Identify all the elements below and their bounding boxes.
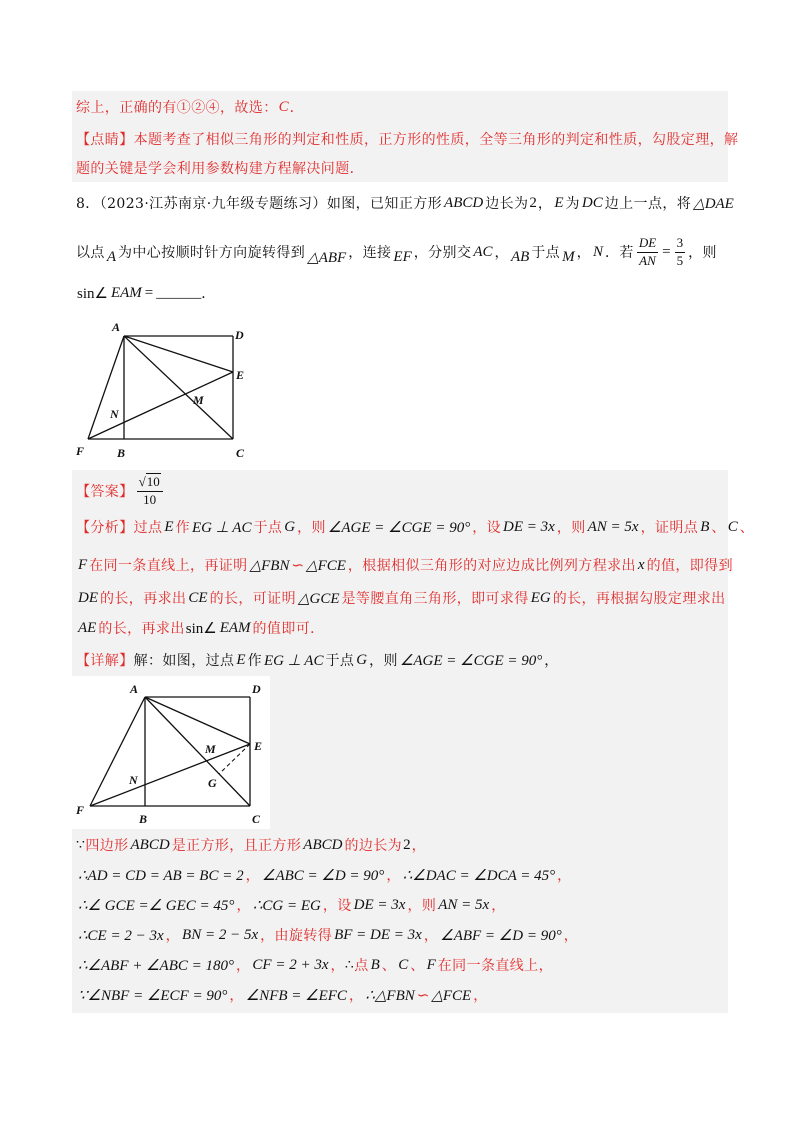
radicand: 10 xyxy=(146,473,160,489)
text-run: 以点 xyxy=(76,245,105,261)
math-expression: AN = 5x xyxy=(438,896,490,913)
math-expression: DE = 3x xyxy=(503,518,555,535)
solution-figure xyxy=(72,676,270,829)
detail-line-5 xyxy=(76,953,724,977)
text-run: 【详解】 xyxy=(76,653,134,669)
point-label-n: N xyxy=(129,773,138,787)
math-expression: △GCE xyxy=(297,590,340,607)
math-expression: △ABF xyxy=(307,249,347,266)
math-expression: B xyxy=(700,518,710,535)
math-expression: EG ⊥ AC xyxy=(264,652,324,669)
text-run: 、 xyxy=(739,520,755,536)
fraction-denominator: 10 xyxy=(143,491,157,507)
summary-conclusion-line xyxy=(76,95,724,119)
math-expression: AC xyxy=(473,243,493,260)
math-expression: △FBN xyxy=(249,557,290,574)
point-label-e: E xyxy=(236,368,245,382)
math-expression: △FCE xyxy=(431,987,472,1004)
fraction-denominator: AN xyxy=(639,252,656,268)
point-label-n: N xyxy=(110,407,119,421)
text-run: 的边长为 xyxy=(344,838,403,854)
text-run: ．若 xyxy=(605,245,634,261)
detail-line-6 xyxy=(76,983,724,1007)
text-run: 作 xyxy=(247,653,262,669)
point-label-c: C xyxy=(236,446,245,460)
math-expression: G xyxy=(284,518,296,535)
segment-fe xyxy=(88,372,233,439)
math-expression: ∠AGE = ∠CGE = 90° xyxy=(399,652,543,669)
math-expression: EAM xyxy=(110,284,142,301)
text-run: ， xyxy=(245,868,260,884)
text-run: ， xyxy=(473,988,488,1004)
text-run: ， xyxy=(557,868,572,884)
text-run: ， xyxy=(576,245,591,261)
question-8-line-1 xyxy=(76,191,734,215)
math-expression: DC xyxy=(581,194,603,211)
math-expression: B xyxy=(370,956,380,973)
text-run: 点 xyxy=(354,958,369,974)
text-run: 的长，可证明 xyxy=(209,591,296,607)
text-run: ，分别交 xyxy=(413,245,472,261)
point-label-e: E xyxy=(254,739,263,753)
fraction xyxy=(675,236,686,269)
text-run: ∴ xyxy=(344,957,355,973)
text-run: 为中心按顺时针方向旋转得到 xyxy=(117,245,306,261)
math-expression: ABCD xyxy=(130,836,170,853)
fraction-numerator: 3 xyxy=(675,236,686,253)
text-run: ， xyxy=(544,653,559,669)
text-run: ，设 xyxy=(472,520,502,536)
text-run: ，则 xyxy=(556,520,586,536)
point-label-b: B xyxy=(117,446,126,460)
math-expression: M xyxy=(562,248,575,265)
text-run: 边上一点，将 xyxy=(604,196,692,212)
text-run: 四边形 xyxy=(85,838,129,854)
text-run: 题的关键是学会利用参数构建方程解决问题． xyxy=(76,161,364,177)
analysis-line-4 xyxy=(76,616,724,640)
math-symbol: = xyxy=(662,243,671,260)
detail-line-2 xyxy=(76,863,724,887)
math-expression: DE = 3x xyxy=(353,896,406,913)
math-expression: ∠ABF = ∠D = 90° xyxy=(440,927,562,944)
point-label-m: M xyxy=(193,393,204,407)
text-run: 边长为 xyxy=(485,196,529,212)
math-expression: N xyxy=(592,243,603,260)
text-run: 的值即可． xyxy=(252,621,325,637)
text-run: ， xyxy=(330,958,345,974)
math-expression: C xyxy=(278,98,289,115)
text-run: ， xyxy=(491,898,506,914)
math-expression: G xyxy=(356,651,368,668)
text-run: 综上，正确的有①②④，故选： xyxy=(76,100,278,116)
analysis-line-2 xyxy=(76,553,733,577)
text-run: ， xyxy=(563,928,579,944)
math-expression: ∠AGE = ∠CGE = 90° xyxy=(327,519,471,536)
segment-af xyxy=(88,336,124,439)
math-symbol: sin∠ xyxy=(185,620,217,637)
math-symbol: 2 xyxy=(403,836,411,853)
math-expression: x xyxy=(637,556,645,573)
text-run: ， xyxy=(348,988,364,1004)
text-run: 作 xyxy=(175,520,190,536)
text-run: 【答案】 xyxy=(76,484,134,500)
similar-symbol: ∽ xyxy=(291,557,305,574)
text-run: 为 xyxy=(565,196,580,212)
point-label-f: F xyxy=(76,444,85,458)
text-run: 在同一条直线上，再证明 xyxy=(89,558,248,574)
segment-ae xyxy=(124,336,233,372)
point-label-a: A xyxy=(112,320,121,334)
math-expression: AN = 5x xyxy=(587,518,639,535)
comment-line-2 xyxy=(76,156,724,180)
text-run: 于点 xyxy=(325,653,355,669)
math-expression: ∴CE = 2 − 3x xyxy=(78,927,164,944)
text-run: ， xyxy=(411,838,426,854)
text-run: ，则 xyxy=(688,245,717,261)
text-run: 是等腰直角三角形，即可求得 xyxy=(341,591,529,607)
math-expression: ∴∠ABF + ∠ABC = 180° xyxy=(78,957,234,974)
text-run: ，根据相似三角形的对应边成比例列方程求出 xyxy=(347,558,636,574)
segment-ac xyxy=(124,336,233,439)
detail-line-3 xyxy=(76,893,724,917)
text-run: 、 xyxy=(410,958,425,974)
text-run: ，连接 xyxy=(348,245,392,261)
text-run: ． xyxy=(289,100,305,116)
math-expression: AB xyxy=(510,248,530,265)
math-expression: E xyxy=(236,651,246,668)
math-expression: ∴CG = EG xyxy=(252,897,321,914)
text-run: ，则 xyxy=(407,898,437,914)
text-run: 于点 xyxy=(531,245,561,261)
point-label-a: A xyxy=(130,682,139,696)
math-symbol: = xyxy=(144,284,154,301)
detail-line-1 xyxy=(76,833,724,857)
math-symbol: sin∠ xyxy=(77,285,108,302)
text-run: 解：如图，过点 xyxy=(133,653,235,669)
math-expression: EG ⊥ AC xyxy=(191,519,252,536)
math-expression: EAM xyxy=(219,619,251,636)
text-run: ， xyxy=(236,958,251,974)
text-run: 、 xyxy=(711,520,726,536)
text-run: 【点睛】本题考查了相似三角形的判定和性质，正方形的性质，全等三角形的判定和性质，勾股定理，解 xyxy=(76,132,739,148)
text-run: 的长，再根据勾股定理求出 xyxy=(552,591,726,607)
point-label-c: C xyxy=(252,812,261,826)
text-run: 于点 xyxy=(253,520,283,536)
fraction-numerator: DE xyxy=(637,236,658,253)
math-expression: C xyxy=(398,956,409,973)
point-label-m: M xyxy=(205,742,216,756)
math-expression: ∴AD = CD = AB = BC = 2 xyxy=(78,867,244,884)
text-run: 、 xyxy=(381,958,397,974)
math-expression: ∠NFB = ∠EFC xyxy=(245,987,347,1004)
radical-sign: √ xyxy=(138,473,146,489)
text-run: 的值，即得到 xyxy=(646,558,733,574)
text-run: ， xyxy=(229,988,244,1004)
fraction xyxy=(637,236,658,269)
question-8-line-2 xyxy=(76,230,724,274)
math-expression: ∵∠NBF = ∠ECF = 90° xyxy=(78,987,228,1004)
fraction xyxy=(137,475,163,508)
math-symbol: 2 xyxy=(529,194,537,211)
detail-line-4 xyxy=(76,923,724,947)
point-label-f: F xyxy=(76,803,85,817)
math-expression: △DAE xyxy=(693,195,734,212)
question-8-line-3 xyxy=(76,281,724,305)
math-expression: BF = DE = 3x xyxy=(334,926,422,943)
math-expression: EF xyxy=(393,248,412,265)
analysis-line-1 xyxy=(76,515,755,539)
math-expression: ∠ABC = ∠D = 90° xyxy=(262,867,385,884)
text-run: 在同一条直线上， xyxy=(437,958,553,974)
text-run: ， xyxy=(165,928,181,944)
point-label-b: B xyxy=(139,812,148,826)
answer-blank: ______ xyxy=(156,284,202,301)
math-expression: F xyxy=(78,556,88,573)
detail-intro-line xyxy=(76,648,724,672)
text-run: ． xyxy=(201,286,216,302)
math-expression: ∴∠ GCE =∠ GEC = 45° xyxy=(78,897,235,914)
fraction-denominator: 5 xyxy=(676,252,684,268)
math-expression: C xyxy=(727,518,738,535)
text-run: ，证明点 xyxy=(640,520,699,536)
text-run: ，由旋转得 xyxy=(260,928,333,944)
text-run: ，则 xyxy=(369,653,398,669)
text-run: 是正方形，且正方形 xyxy=(171,838,302,854)
point-label-d: D xyxy=(235,328,244,342)
text-run: ， xyxy=(386,868,401,884)
math-expression: BN = 2 − 5x xyxy=(182,926,259,943)
answer-line xyxy=(76,472,724,510)
text-run: ，设 xyxy=(322,898,352,914)
math-expression: CF = 2 + 3x xyxy=(252,956,329,973)
text-run: ， xyxy=(236,898,251,914)
text-run: 的长，再求出 xyxy=(100,591,187,607)
text-run: ， xyxy=(494,245,509,261)
math-expression: E xyxy=(164,518,174,535)
point-label-d: D xyxy=(252,682,261,696)
math-expression: DE xyxy=(78,589,98,606)
text-run: 的长，再求出 xyxy=(98,621,185,637)
math-expression: F xyxy=(426,956,436,973)
question-figure xyxy=(72,316,262,464)
math-expression: E xyxy=(554,194,564,211)
text-run: 8．（2023·江苏南京·九年级专题练习）如图，已知正方形 xyxy=(76,196,443,212)
text-run: 【分析】过点 xyxy=(76,520,163,536)
text-run: ， xyxy=(537,196,553,212)
analysis-line-3 xyxy=(76,586,724,610)
math-expression: ABCD xyxy=(444,194,484,211)
math-expression: AE xyxy=(78,619,97,636)
math-expression: ABCD xyxy=(303,836,343,853)
text-run: ，则 xyxy=(297,520,326,536)
math-expression: ∴∠DAC = ∠DCA = 45° xyxy=(402,867,556,884)
text-run: ， xyxy=(423,928,439,944)
text-run: ∵ xyxy=(76,837,86,853)
point-label-g: G xyxy=(208,776,217,790)
fraction-numerator xyxy=(137,475,163,492)
math-expression: A xyxy=(106,248,116,265)
similar-symbol: ∽ xyxy=(416,987,430,1004)
math-expression: ∴△FBN xyxy=(365,987,415,1004)
math-expression: CE xyxy=(188,589,208,606)
math-expression: EG xyxy=(530,589,551,606)
math-expression: △FCE xyxy=(306,557,346,574)
comment-line-1 xyxy=(76,127,739,151)
